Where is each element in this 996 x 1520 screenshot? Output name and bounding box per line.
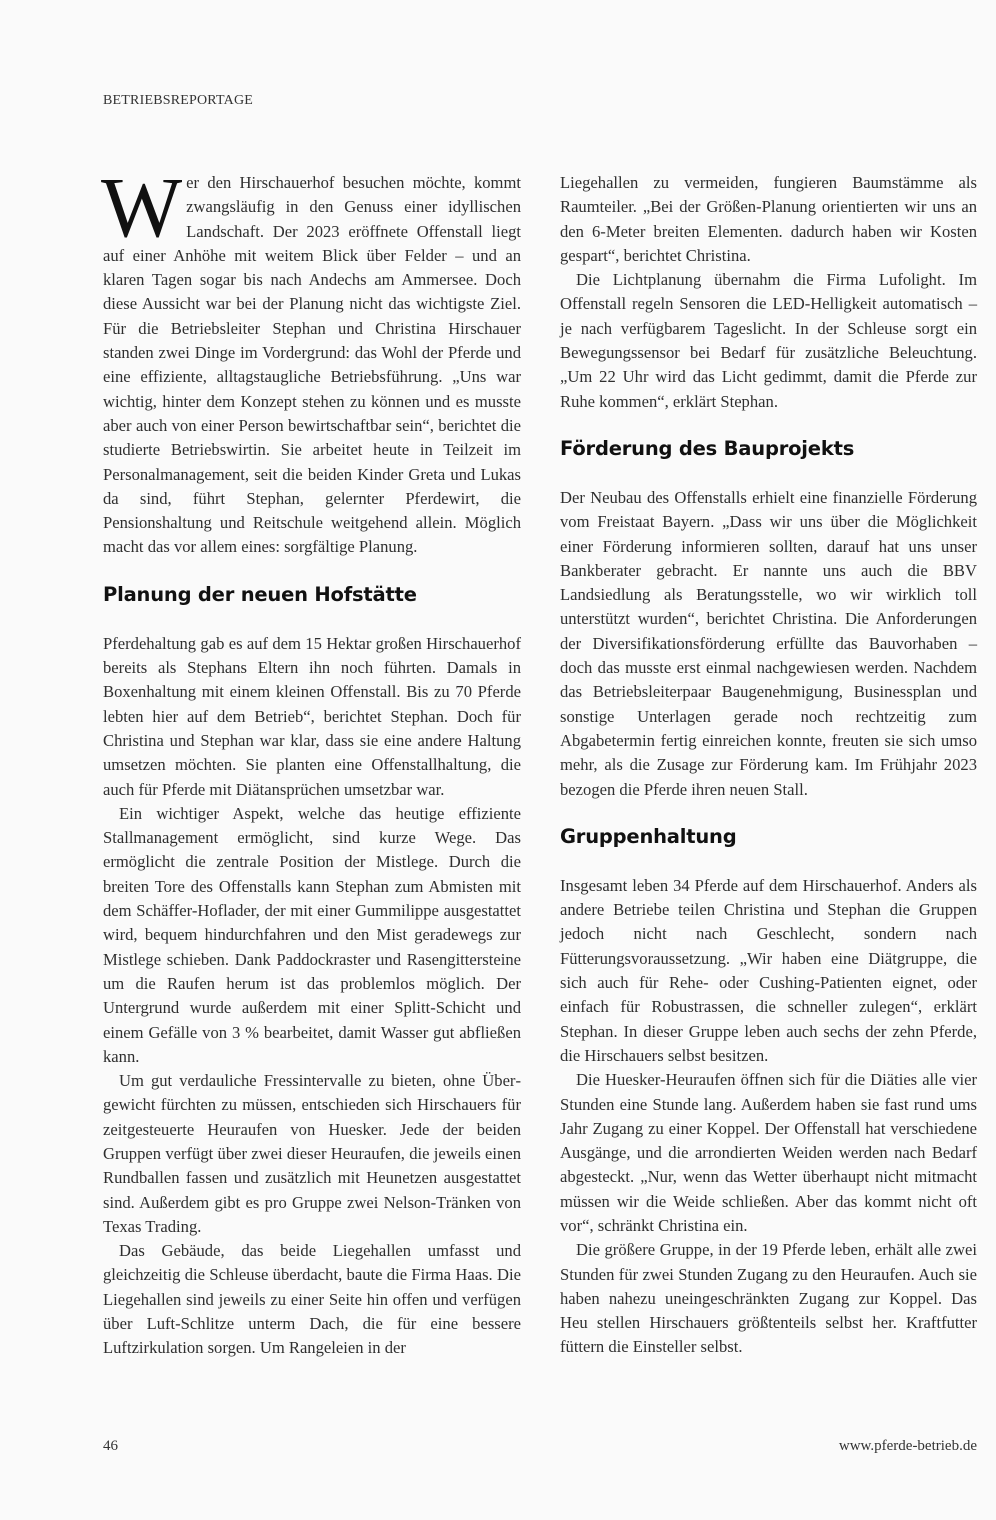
paragraph: Die größere Gruppe, in der 19 Pferde leben, erhält alle zwei Stunden für zwei Stunden Zugang zu den Heuraufen. Auch sie haben nahezu uneingeschränkten Zugang zur Koppel. Das Heu stellen Hirschauers größtenteils selbst her. Kraftfutter füttern die Einsteller selbst. (560, 1240, 977, 1357)
intro-paragraph (101, 159, 521, 560)
paragraph: Um gut verdauliche Fressintervalle zu bieten, ohne Übergewicht fürchten zu müssen, entschieden sich Hirschauers für zeitgesteuerte Heuraufen von Huesker. Jede der beiden Gruppen verfügt über zwei dieser Heuraufen, die jeweils einen Rundballen fassen und zusätzlich mit Heunetzen ausgestattet sind. Außerdem gibt es pro Gruppe zwei Nelson-Tränken von Texas Trading. (103, 1071, 521, 1236)
website-link[interactable]: www.pferde-betrieb.de (838, 1438, 977, 1454)
paragraph: Die Huesker-Heuraufen öffnen sich für die Diäties alle vier Stunden eine Stunde lang. Außerdem haben sie fast rund ums Jahr Zugang zu einer Koppel. Der Offenstall hat verschiedene Ausgänge, und die arrondierten Weiden werden nach Bedarf abgesteckt. „Nur, wenn das Wetter überhaupt nicht mitmacht müssen wir die Weide schließen. Aber das kommt nicht oft vor“, schränkt Christina ein. (560, 1070, 977, 1235)
section-heading-foerderung: Förderung des Bauprojekts (560, 436, 855, 460)
paragraph-continued: Das Gebäude, das beide Liegehallen umfasst und gleichzeitig die Schleuse überdacht, baute die Firma Haas. Die Liegehallen sind jeweils zu einer Seite hin offen und verfügen über Luft-Schlitze unterm Dach, die für eine bessere Luftzirkulation sorgen. Um Rangeleien in der (103, 1241, 521, 1358)
paragraph-continuation: Liegehallen zu vermeiden, fungieren Baumstämme als Raumteiler. „Bei der Größen-Planung orientierten wir uns an den 6-Meter breiten Elementen. dadurch haben wir Kosten gespart“, berichtet Christina. (560, 173, 977, 265)
intro-text: er den Hirschauerhof besuchen möchte, kommt zwangsläufig in den Genuss einer idyllischen Landschaft. Der 2023 eröffnete Offenstall liegt auf einer Anhöhe mit weitem Blick über Felder – und an klaren Tagen sogar bis nach Andechs am Ammersee. Doch diese Aussicht war bei der Planung nicht das wichtigste Ziel. Für die Betriebsleiter Stephan und Christina Hirschauer standen zwei Dinge im Vordergrund: das Wohl der Pferde und eine effiziente, alltagstaugliche Betriebsführung. „Uns war wichtig, hinter dem Konzept stehen zu können und es musste aber auch von einer Person bewirtschaftbar sein“, berichtet die studierte Betriebswirtin. Sie arbeitet heute in Teilzeit im Personalmanagement, seit die beiden Kinder Greta und Lukas da sind, führt Stephan, gelernter Pferdewirt, die Pensionshaltung und Reitschule weitgehend allein. Möglich macht das vor allem eines: sorgfältige Planung. (103, 173, 521, 557)
column-right (560, 171, 977, 1360)
section-label: BETRIEBSREPORTAGE (103, 93, 254, 108)
page-number: 46 (103, 1438, 118, 1454)
column-left (101, 159, 521, 1361)
section-heading-gruppenhaltung: Gruppenhaltung (560, 824, 737, 848)
paragraph: Pferdehaltung gab es auf dem 15 Hektar großen Hirschauerhof bereits als Stephans Eltern ihn noch führten. Damals in Boxenhaltung mit einem kleinen Offenstall. Bis zu 70 Pferde lebten hier auf dem Betrieb“, berichtet Stephan. Doch für Christina und Stephan war klar, dass sie eine andere Haltung umsetzen möchten. Sie planten eine Offenstallhaltung, die auch für Pferde mit Diätansprüchen umsetzbar war. (103, 633, 521, 799)
paragraph: Insgesamt leben 34 Pferde auf dem Hirschauerhof. Anders als andere Betriebe teilen Christina und Stephan die Gruppen jedoch nicht nach Geschlecht, sondern nach Fütterungsvoraussetzung. „Wir haben eine Diätgruppe, die sich auch für Rehe- oder Cushing-Patienten eignet, oder einfach für Robustrassen, die schneller zulegen“, erklärt Stephan. In dieser Gruppe leben auch sechs der zehn Pferde, die Hirschauers selbst besitzen. (560, 875, 977, 1065)
section-heading-planung: Planung der neuen Hofstätte (103, 582, 417, 606)
paragraph: Ein wichtiger Aspekt, welche das heutige effiziente Stallmanagement ermöglicht, sind kurze Wege. Das ermöglicht die zentrale Position der Mistlege. Durch die breiten Tore des Offenstalls kann Stephan zum Abmisten mit dem Schäffer-Hoflader, der mit einer Gummilippe ausgestattet wird, bequem hindurchfahren und den Mist geradewegs zur Mistlege schieben. Dank Paddockraster und Rasengittersteine um die Raufen herum ist das problemlos möglich. Der Untergrund wurde außerdem mit einer Splitt-Schicht und einem Gefälle von 3 % bearbeitet, damit Wasser gut abfließen kann. (103, 803, 521, 1066)
drop-cap: W (101, 159, 183, 255)
paragraph: Die Lichtplanung übernahm die Firma Lufolight. Im Offenstall regeln Sensoren die LED-Helligkeit automatisch – je nach verfügbarem Tageslicht. In der Schleuse sorgt ein Bewegungssensor bei Bedarf für zusätzliche Beleuchtung. „Um 22 Uhr wird das Licht gedimmt, damit die Pferde zur Ruhe kommen“, erklärt Stephan. (560, 270, 977, 411)
paragraph: Der Neubau des Offenstalls erhielt eine finanzielle Förderung vom Freistaat Bayern. „Dass wir uns über die Möglichkeit einer Förderung informieren sollten, darauf hat uns unser Bankberater gebracht. Er nannte uns auch die BBV Landsiedlung als Beratungsstelle, wo wir wirklich toll unterstützt wurden“, berichtet Christina. Die Anforderungen der Diversifikationsförderung erfüllte das Bauvorhaben – doch das musste erst einmal nachgewiesen werden. Nachdem das Betriebsleiterpaar Baugenehmigung, Businessplan und sonstige Unterlagen gerade noch rechtzeitig zum Abgabetermin fertig einreichen konnte, freuten sie sich umso mehr, als die Zusage zur Förderung kam. Im Frühjahr 2023 bezogen die Pferde ihren neuen Stall. (560, 487, 977, 799)
